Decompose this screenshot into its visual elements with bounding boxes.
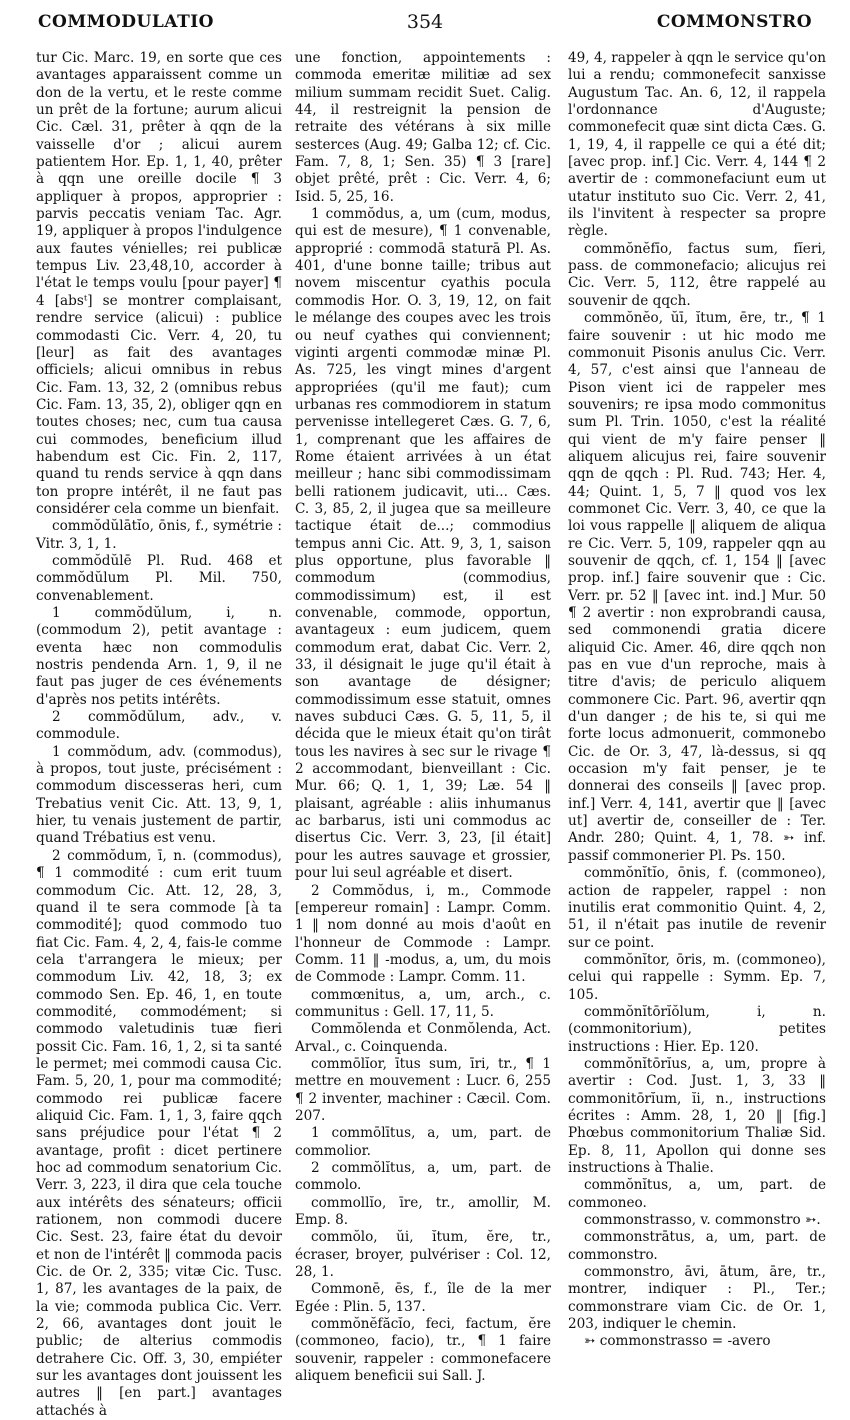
entry-continuation: une fonction, appointements : commoda emeritæ militiæ ad sex milium summam recidit Suet. Calig. 44, il restreignit la pension de retraite des vétérans à six mille sesterces (Aug. 49; Galba 12; cf. Cic. Fam. 7, 8, 1; Sen. 35) ¶ 3 [rare] objet prêté, prêt : Cic. Verr. 4, 6; Isid. 5, 25, 16. <box>295 50 551 205</box>
column-1 <box>36 50 282 1419</box>
entry-commodum-1: 1 commŏdum, adv. (commodus), à propos, tout juste, précisément : commodum discesseras heri, cum Trebatius venit Cic. Att. 13, 9, 1, hier, tu venais justement de partir, quand Trébatius est venu. <box>36 743 282 847</box>
page-header <box>30 6 820 40</box>
entry-commodulum-1: 1 commŏdŭlum, i, n. (commodum 2), petit avantage : eventa hæc non commodulis nostris pendenda Arn. 1, 9, il ne faut pas juger de ces événements d'après nos petits intérêts. <box>36 605 282 708</box>
entry-commone: Commonē, ēs, f., île de la mer Egée : Plin. 5, 137. <box>295 1281 551 1315</box>
right-running-headword: COMMONSTRO <box>656 12 812 32</box>
entry-commodulatio: commŏdŭlātĭo, ōnis, f., symétrie : Vitr. 3, 1, 1. <box>36 518 282 552</box>
entry-continuation: 49, 4, rappeler à qqn le service qu'on lui a rendu; commonefecit sanxisse Augustum Tac. An. 6, 12, il rappela l'ordonnance d'Auguste; commonefecit quæ sint dicta Cæs. G. 1, 19, 4, il rappelle ce qui a été dit; [avec prop. inf.] Cic. Verr. 4, 144 ¶ 2 avertir de : commonefaciunt eum ut utatur instituto suo Cic. Verr. 2, 41, ils l'invitent à respecter sa propre règle. <box>568 50 826 240</box>
entry-commollio: commollĭo, īre, tr., amollir, M. Emp. 8. <box>295 1194 551 1229</box>
entry-commodulum-2: 2 commŏdŭlum, adv., v. commodule. <box>36 709 282 743</box>
entry-commodum-2: 2 commŏdum, ī, n. (commodus), ¶ 1 commodité : cum erit tuum commodum Cic. Att. 12, 28, 3, quand il te sera commode [à ta commodité]; quod commodo tuo fiat Cic. Fam. 4, 2, 4, fais-le comme cela t'arrangera le mieux; per commodum Liv. 42, 18, 3; ex commodo Sen. Ep. 46, 1, en toute commodité, commodément; si commodo valetudinis tuæ fieri possit Cic. Fam. 16, 1, 2, si ta santé le permet; mei commodi causa Cic. Fam. 5, 20, 1, pour ma commodité; commodo rei publicæ facere aliquid Cic. Fam. 1, 1, 3, faire qqch sans préjudice pour l'état ¶ 2 avantage, profit : dicet pertinere hoc ad commodum senatorium Cic. Verr. 3, 223, il dira que cela touche aux intérêts des sénateurs; officii rationem, non commodi ducere Cic. Sest. 23, faire état du devoir et non de l'intérêt ‖ commoda pacis Cic. de Or. 2, 335; vitæ Cic. Tusc. 1, 87, les avantages de la paix, de la vie; commoda publica Cic. Verr. 2, 66, avantages dont jouit le public; de alterius commodis detrahere Cic. Off. 3, 30, empiéter sur les avantages dont jouissent les autres ‖ [en part.] avantages attachés à <box>36 847 282 1419</box>
entry-commonitus: commŏnĭtus, a, um, part. de commoneo. <box>568 1177 826 1211</box>
entry-commonstrasso: commonstrasso, v. commonstro ➳. <box>584 1212 821 1229</box>
page-number: 354 <box>406 11 444 33</box>
entry-continuation: tur Cic. Marc. 19, en sorte que ces avantages apparaissent comme un don de la vertu, et le reste comme un prêt de la fortune; aurum alicui Cic. Cæl. 31, prêter à qqn de la vaisselle d'or ; alicui aurem patientem Hor. Ep. 1, 1, 40, prêter à qqn une oreille docile ¶ 3 appliquer à propos, approprier : parvis peccatis veniam Tac. Agr. 19, appliquer à propos l'indulgence aux fautes vénielles; rei publicæ tempus Liv. 23,48,10, accorder à l'état le temps voulu [pour payer] ¶ 4 [absᵗ] se montrer complaisant, rendre service (alicui) : publice commodasti Cic. Verr. 4, 20, tu [leur] as fait des avantages officiels; alicui omnibus in rebus Cic. Fam. 13, 32, 2 (omnibus rebus Cic. Fam. 13, 35, 2), obliger qqn en toutes choses; nec, cum tua causa cui commodes, beneficium illud habendum est Cic. Fin. 2, 117, quand tu rends service à qqn dans ton propre intérêt, il ne faut pas considérer cela comme un bienfait. <box>36 50 282 517</box>
column-2 <box>295 50 551 1385</box>
entry-commolior: commōlĭor, ītus sum, īri, tr., ¶ 1 mettre en mouvement : Lucr. 6, 255 ¶ 2 inventer, machiner : Cæcil. Com. 207. <box>295 1055 551 1124</box>
entry-commonitor: commŏnĭtor, ōris, m. (commoneo), celui qui rappelle : Symm. Ep. 7, 105. <box>568 951 826 1003</box>
entry-commonefio: commŏnĕfīo, factus sum, fĭeri, pass. de commonefacio; alicujus rei Cic. Verr. 5, 112, être rappelé au souvenir de qqch. <box>568 240 826 309</box>
entry-commolo: commŏlo, ŭi, ĭtum, ĕre, tr., écraser, broyer, pulvériser : Col. 12, 28, 1. <box>295 1229 551 1281</box>
entry-commonitoriolum: commŏnĭtōrĭŏlum, i, n. (commonitorium), petites instructions : Hier. Ep. 120. <box>568 1003 826 1055</box>
entry-commonstro-note: ➳ commonstrasso = -avero <box>584 1333 771 1350</box>
entry-commonefacio: commŏnĕfăcĭo, feci, factum, ĕre (commoneo, facio), tr., ¶ 1 faire souvenir, rappeler : commonefacere aliquem beneficii sui Sall. J. <box>295 1316 551 1385</box>
entry-commodule: commŏdŭlē Pl. Rud. 468 et commŏdŭlum Pl. Mil. 750, convenablement. <box>36 552 282 604</box>
entry-commoenitus: commœnitus, a, um, arch., c. communitus : Gell. 17, 11, 5. <box>295 986 551 1020</box>
column-3 <box>568 50 826 1350</box>
entry-commonstratus: commonstrātus, a, um, part. de commonstro. <box>568 1229 826 1263</box>
entry-commodus-1: 1 commŏdus, a, um (cum, modus, qui est de mesure), ¶ 1 convenable, approprié : commodā staturā Pl. As. 401, d'une bonne taille; tribus aut novem miscentur cyathis pocula commodis Hor. O. 3, 19, 12, on fait le mélange des coupes avec les trois ou neuf cyathes qui conviennent; viginti argenti commodæ minæ Pl. As. 725, les vingt mines d'argent appropriées (qu'il me faut); cum urbanas res commodiorem in statum pervenisse intellegeret Cæs. G. 7, 6, 1, comprenant que les affaires de Rome étaient arrivées à un état meilleur ; hanc sibi commodissimam belli rationem judicavit, uti... Cæs. C. 3, 85, 2, il jugea que sa meilleure tactique était de...; commodius tempus anni Cic. Att. 9, 3, 1, saison plus opportune, plus favorable ‖ commodum (commodius, commodissimum) est, il est convenable, commode, opportun, avantageux : eum judicem, quem commodum erat, dabat Cic. Verr. 2, 33, il désignait le juge qu'il était à son avantage de désigner; commodissimum esse statuit, omnes naves subduci Cæs. G. 5, 11, 5, il décida que le mieux était qu'on tirât tous les navires à sec sur le rivage ¶ 2 accommodant, bienveillant : Cic. Mur. 66; Q. 1, 1, 39; Læ. 54 ‖ plaisant, agréable : aliis inhumanus ac barbarus, isti uni commodus ac disertus Cic. Verr. 3, 23, [il était] pour les autres sauvage et grossier, pour lui seul agréable et disert. <box>295 206 551 882</box>
entry-commolenda: Commŏlenda et Conmŏlenda, Act. Arval., c. Coinquenda. <box>295 1021 551 1055</box>
entry-commonitio: commŏnĭtĭo, ōnis, f. (commoneo), action de rappeler, rappel : non inutilis erat commonitio Quint. 4, 2, 51, il n'était pas inutile de revenir sur ce point. <box>568 865 826 951</box>
entry-commolitus-2: 2 commŏlĭtus, a, um, part. de commolo. <box>295 1160 551 1194</box>
entry-commonstro: commonstro, āvi, ātum, āre, tr., montrer, indiquer : Pl., Ter.; commonstrare viam Cic. de Or. 1, 203, indiquer le chemin. <box>568 1264 826 1333</box>
entry-commoneo: commŏnĕo, ŭī, ĭtum, ēre, tr., ¶ 1 faire souvenir : ut hic modo me commonuit Pisonis anulus Cic. Verr. 4, 57, c'est ainsi que l'anneau de Pison vient ici de rappeler mes souvenirs; re ipsa modo commonitus sum Pl. Trin. 1050, c'est la réalité qui vient de m'y faire penser ‖ aliquem alicujus rei, faire souvenir qqn de qqch : Pl. Rud. 743; Her. 4, 44; Quint. 1, 5, 7 ‖ quod vos lex commonet Cic. Verr. 3, 40, ce que la loi vous rappelle ‖ aliquem de aliqua re Cic. Verr. 5, 109, rappeler qqn au souvenir de qqch, cf. 1, 154 ‖ [avec prop. inf.] faire souvenir que : Cic. Verr. pr. 52 ‖ [avec int. ind.] Mur. 50 ¶ 2 avertir : non exprobrandi causa, sed commonendi gratia dicere aliquid Cic. Amer. 46, dire qqch non pas en vue d'un reproche, mais à titre d'avis; de periculo aliquem commonere Cic. Part. 96, avertir qqn d'un danger ; de his te, si qui me forte locus admonuerit, commonebo Cic. de Or. 3, 47, là-dessus, si qq occasion m'y fait penser, je te donnerai des conseils ‖ [avec prop. inf.] Verr. 4, 141, avertir que ‖ [avec ut] avertir de, conseiller de : Ter. Andr. 280; Quint. 4, 1, 78. ➳ inf. passif commonerier Pl. Ps. 150. <box>568 310 826 864</box>
entry-commonitorius: commŏnĭtōrĭus, a, um, propre à avertir : Cod. Just. 1, 3, 33 ‖ commonitōrĭum, ĭi, n., instructions écrites : Amm. 28, 1, 20 ‖ [fig.] Phœbus commonitorium Thaliæ Sid. Ep. 8, 11, Apollon qui donne ses instructions à Thalie. <box>568 1055 826 1176</box>
entry-commolitus-1: 1 commōlītus, a, um, part. de commolior. <box>295 1125 551 1159</box>
entry-commodus-2: 2 Commŏdus, i, m., Commode [empereur romain] : Lampr. Comm. 1 ‖ nom donné au mois d'août en l'honneur de Commode : Lampr. Comm. 11 ‖ -modus, a, um, du mois de Commode : Lampr. Comm. 11. <box>295 882 551 986</box>
left-running-headword: COMMODULATIO <box>38 12 214 32</box>
